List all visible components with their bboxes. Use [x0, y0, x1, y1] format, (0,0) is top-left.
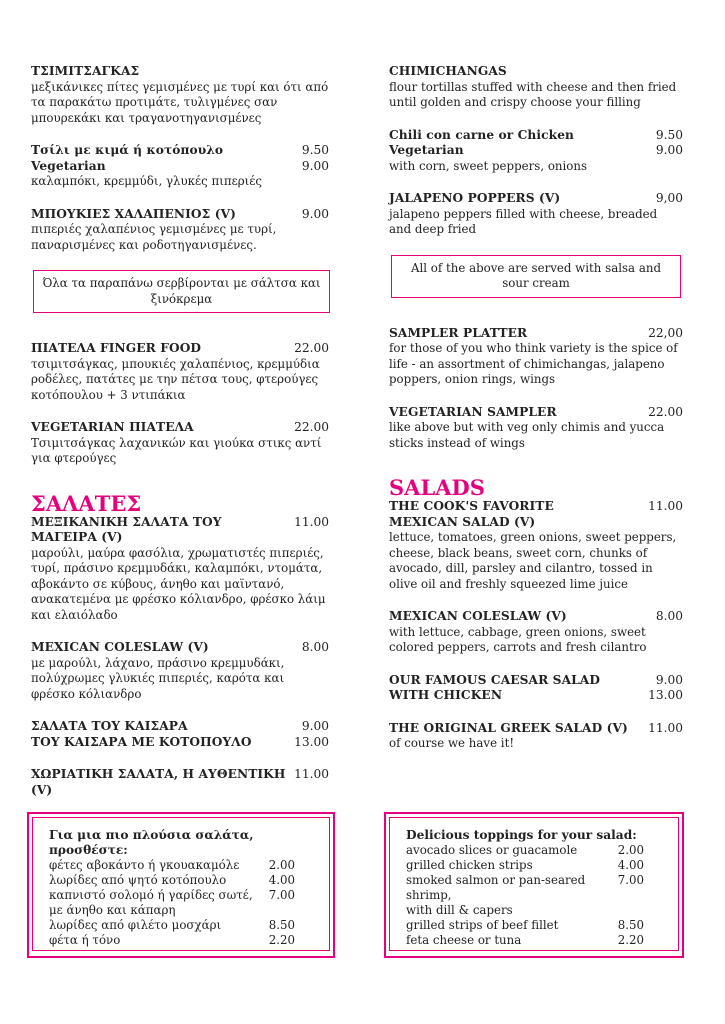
- item-price: 11.00: [648, 499, 683, 513]
- topping-price: 7.00: [617, 873, 644, 887]
- toppings-box-inner: [389, 817, 679, 951]
- topping-row: [49, 903, 313, 918]
- topping-row: [49, 918, 313, 933]
- topping-row: [49, 933, 313, 948]
- item-description: jalapeno peppers filled with cheese, breaded and deep fried: [389, 206, 658, 236]
- salad-item: [31, 719, 329, 750]
- item-name: ΧΩΡΙΑΤΙΚΗ ΣΑΛΑΤΑ, Η ΑΥΘΕΝΤΙΚΗ (V): [31, 767, 286, 797]
- toppings-box-inner: [32, 817, 330, 951]
- toppings-title: Delicious toppings for your salad:: [406, 828, 637, 842]
- topping-price: 4.00: [617, 858, 644, 872]
- topping-price: 7.00: [268, 888, 295, 902]
- item-name: VEGETARIAN SAMPLER: [389, 404, 557, 419]
- item-description: of course we have it!: [389, 736, 515, 750]
- topping-row: [406, 843, 662, 858]
- menu-item: [31, 143, 329, 190]
- item-description: πιπεριές χαλαπένιος γεμισμένες με τυρί, παναρισμένες και ροδοτηγανισμένες.: [31, 222, 277, 252]
- item-name: ΣΑΛΑΤΑ ΤΟΥ ΚΑΙΣΑΡΑ: [31, 719, 188, 733]
- topping-row: [406, 903, 662, 918]
- section-title: ΣΑΛΑΤΕΣ: [31, 490, 142, 516]
- menu-item: [31, 420, 329, 467]
- item-subprice: 9.00: [301, 158, 329, 173]
- item-name: JALAPENO POPPERS (V): [389, 191, 561, 205]
- topping-price: 2.20: [268, 933, 295, 947]
- topping-row: [49, 873, 313, 888]
- toppings-title: Για μια πιο πλούσια σαλάτα, προσθέστε:: [49, 828, 254, 857]
- item-name: Chili con carne or Chicken: [389, 127, 575, 142]
- topping-label: λωρίδες από φιλέτο μοσχάρι: [49, 918, 222, 932]
- topping-row: [406, 858, 662, 873]
- topping-price: [644, 903, 662, 918]
- topping-label: with dill & capers: [406, 903, 513, 917]
- menu-item: [389, 405, 683, 452]
- topping-label: με άνηθο και κάπαρη: [49, 903, 176, 917]
- item-price: 8.00: [655, 609, 683, 623]
- topping-price: [295, 903, 313, 918]
- item-name: VEGETARIAN ΠΙΑΤΕΛΑ: [31, 420, 194, 434]
- topping-price: 4.00: [268, 873, 295, 887]
- salad-item: [389, 721, 683, 752]
- topping-label: καπνιστό σολομό ή γαρίδες σωτέ,: [49, 888, 253, 902]
- item-subname: Vegetarian: [389, 143, 464, 157]
- item-name: SAMPLER PLATTER: [389, 325, 528, 340]
- greek-menu-column: [31, 64, 329, 815]
- topping-label: λωρίδες από ψητό κοτόπουλο: [49, 873, 227, 887]
- menu-item: [31, 64, 329, 126]
- item-subprice: 9.00: [655, 143, 683, 157]
- toppings-box-english: [384, 812, 684, 958]
- topping-price: 8.50: [617, 918, 644, 932]
- topping-price: 2.20: [617, 933, 644, 947]
- item-price: 22,00: [648, 325, 683, 340]
- topping-label: φέτα ή τόνο: [49, 933, 121, 947]
- item-name: MEXICAN COLESLAW (V): [31, 640, 209, 654]
- item-description: with lettuce, cabbage, green onions, sweet colored peppers, carrots and fresh cilantro: [389, 624, 647, 654]
- item-name: Τσίλι με κιμά ή κοτόπουλο: [31, 143, 224, 157]
- item-price: 9,00: [655, 191, 683, 205]
- item-price: 22.00: [294, 420, 329, 434]
- item-description: with corn, sweet peppers, onions: [389, 158, 588, 173]
- item-price: 8.00: [301, 640, 329, 654]
- toppings-box-greek: [27, 812, 335, 958]
- topping-label: smoked salmon or pan-seared shrimp,: [406, 873, 586, 902]
- item-description: like above but with veg only chimis and yucca sticks instead of wings: [389, 420, 665, 450]
- item-subname: MEXICAN SALAD (V): [389, 514, 536, 529]
- topping-label: avocado slices or guacamole: [406, 843, 578, 857]
- topping-row: [49, 888, 313, 903]
- topping-label: feta cheese or tuna: [406, 933, 522, 947]
- item-description: flour tortillas stuffed with cheese and then fried until golden and crispy choose your filling: [389, 79, 677, 109]
- menu-item: [389, 326, 683, 388]
- item-price: 22.00: [648, 404, 683, 419]
- menu-item: [389, 128, 683, 175]
- served-with-notice: All of the above are served with salsa and sour cream: [391, 255, 681, 298]
- item-name: ΤΣΙΜΙΤΣΑΓΚΑΣ: [31, 64, 140, 78]
- item-name: THE ORIGINAL GREEK SALAD (V): [389, 720, 628, 735]
- served-with-notice: Όλα τα παραπάνω σερβίρονται με σάλτσα και ξινόκρεμα: [33, 270, 330, 313]
- item-description: for those of you who think variety is the spice of life - an assortment of chimichangas, jalapeno poppers, onion rings, wings: [389, 341, 678, 386]
- item-description: καλαμπόκι, κρεμμύδι, γλυκές πιπεριές: [31, 174, 263, 188]
- item-subname: ΤΟΥ ΚΑΙΣΑΡΑ ΜΕ ΚΟΤΟΠΟΥΛΟ: [31, 734, 252, 749]
- menu-item: [389, 191, 683, 238]
- topping-row: [406, 873, 662, 903]
- topping-price: 8.50: [268, 918, 295, 932]
- salad-item: [389, 499, 683, 592]
- item-description: lettuce, tomatoes, green onions, sweet peppers, cheese, black beans, sweet corn, chunks of avocado, dill, parsley and cilantro, tossed in olive oil and freshly squeezed lime juice: [389, 530, 677, 591]
- item-name: CHIMICHANGAS: [389, 64, 507, 78]
- item-name: MEXICAN COLESLAW (V): [389, 609, 567, 623]
- topping-row: [406, 933, 662, 948]
- salad-item: [31, 640, 329, 702]
- item-name: ΠΙΑΤΕΛΑ FINGER FOOD: [31, 341, 202, 355]
- menu-item: [31, 341, 329, 403]
- item-price: 9.50: [301, 143, 329, 157]
- item-price: 11.00: [294, 767, 329, 781]
- item-price: 9.00: [655, 672, 683, 687]
- item-name: OUR FAMOUS CAESAR SALAD: [389, 672, 601, 687]
- item-price: 11.00: [648, 720, 683, 735]
- section-title: SALADS: [389, 475, 485, 500]
- topping-row: [406, 918, 662, 933]
- item-subprice: 13.00: [648, 688, 683, 702]
- item-name: ΜΕΞΙΚΑΝΙΚΗ ΣΑΛΑΤΑ ΤΟΥ ΜΑΓΕΙΡΑ (V): [31, 514, 222, 544]
- item-price: 9.50: [655, 127, 683, 142]
- salad-item: [389, 609, 683, 656]
- item-price: 9.00: [301, 719, 329, 733]
- item-description: μαρούλι, μαύρα φασόλια, χρωματιστές πιπεριές, τυρί, πράσινο κρεμμυδάκι, καλαμπόκι, ντομάτα, αβοκάντο σε κύβους, άνηθο και μαϊντανό, ανακατεμένα με φρέσκο κόλιανδρο, φρέσκο λάιμ και ελαιόλαδο: [31, 545, 326, 622]
- topping-label: grilled chicken strips: [406, 858, 533, 872]
- topping-label: grilled strips of beef fillet: [406, 918, 559, 932]
- topping-price: 2.00: [617, 843, 644, 857]
- item-subname: WITH CHICKEN: [389, 688, 503, 702]
- topping-label: φέτες αβοκάντο ή γκουακαμόλε: [49, 858, 240, 872]
- menu-item: [31, 207, 329, 254]
- item-subprice: 13.00: [294, 734, 329, 749]
- menu-item: [389, 64, 683, 111]
- english-menu-column: [389, 64, 683, 769]
- item-price: 11.00: [294, 514, 329, 529]
- topping-price: 2.00: [268, 858, 295, 872]
- item-description: μεξικάνικες πίτες γεμισμένες με τυρί και ότι από τα παρακάτω προτιμάτε, τυλιγμένες σαν μπουρεκάκι και τραγανοτηγανισμένες: [31, 79, 329, 125]
- item-description: τσιμιτσάγκας, μπουκιές χαλαπένιος, κρεμμύδια ροδέλες, πατάτες με την πέτσα τους, φτερούγες κοτόπουλου + 3 ντιπάκια: [31, 356, 320, 402]
- salad-item: [389, 673, 683, 704]
- item-price: 22.00: [294, 341, 329, 355]
- item-subname: Vegetarian: [31, 158, 106, 173]
- salad-item: [31, 767, 329, 798]
- item-name: ΜΠΟΥΚΙΕΣ ΧΑΛΑΠΕΝΙΟΣ (V): [31, 206, 236, 221]
- item-description: Τσιμιτσάγκας λαχανικών και γιούκα στικς αντί για φτερούγες: [31, 435, 322, 465]
- item-name: THE COOK'S FAVORITE: [389, 499, 554, 513]
- topping-row: [49, 858, 313, 873]
- item-description: με μαρούλι, λάχανο, πράσινο κρεμμυδάκι, πολύχρωμες γλυκιές πιπεριές, καρότα και φρέσκο κόλιανδρο: [31, 655, 285, 701]
- item-price: 9.00: [301, 206, 329, 221]
- salad-item: [31, 515, 329, 624]
